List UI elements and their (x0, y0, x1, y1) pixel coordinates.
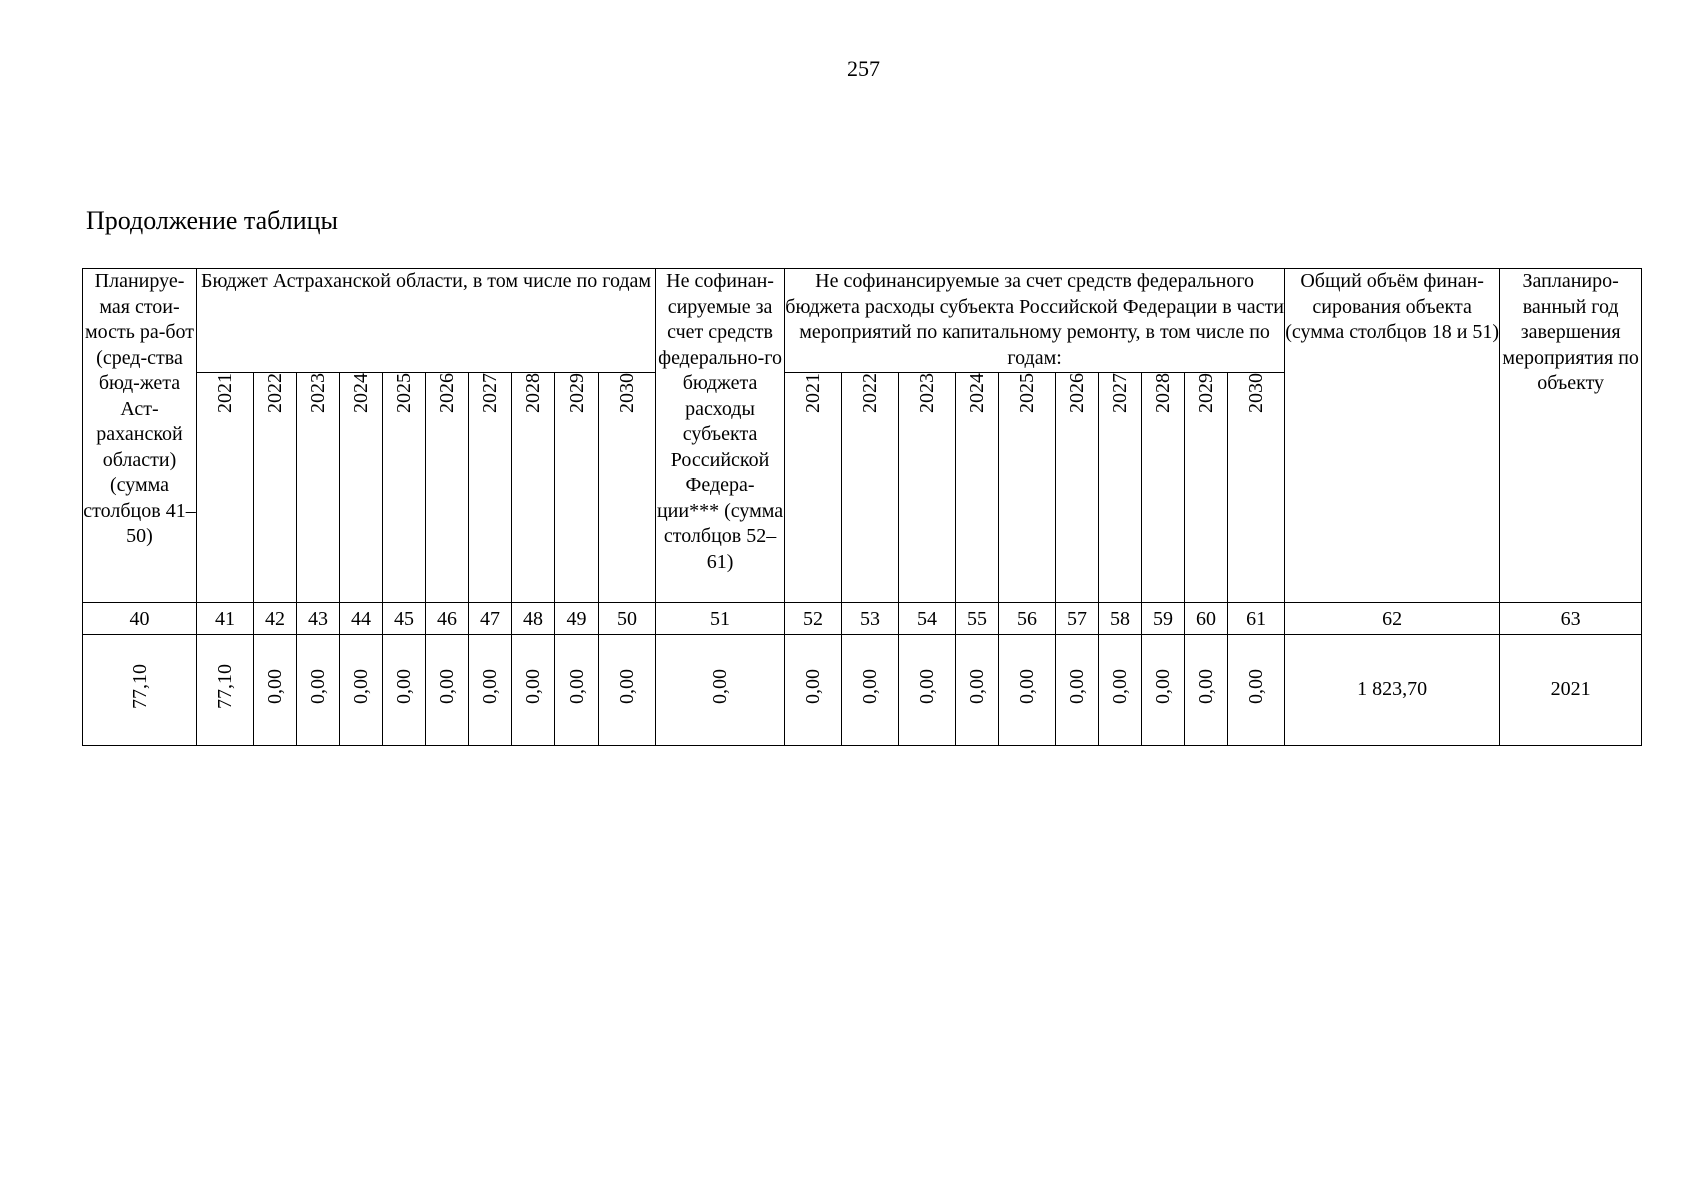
column-number: 54 (899, 603, 956, 635)
header-total-volume: Общий объём финан-сирования объекта (сумма столбцов 18 и 51) (1285, 269, 1500, 603)
column-number: 53 (842, 603, 899, 635)
header-cofinanced-year: 2029 (1185, 373, 1228, 603)
header-budget-year: 2030 (599, 373, 656, 603)
cell-value: 0,00 (599, 635, 656, 746)
header-cofinanced-year: 2025 (999, 373, 1056, 603)
cell-value: 0,00 (340, 635, 383, 746)
header-cofinanced-year: 2023 (899, 373, 956, 603)
column-number: 47 (469, 603, 512, 635)
column-number: 59 (1142, 603, 1185, 635)
header-budget-year: 2022 (254, 373, 297, 603)
column-number: 48 (512, 603, 555, 635)
table-row (83, 635, 1642, 746)
header-planned-cost: Планируе-мая стои-мость ра-бот (сред-ства бюд-жета Аст-раханской области) (сумма столбцов 41–50) (83, 269, 197, 603)
table-caption: Продолжение таблицы (86, 206, 338, 235)
cell-value: 77,10 (83, 635, 197, 746)
cell-value: 0,00 (297, 635, 340, 746)
header-cofinanced-year: 2030 (1228, 373, 1285, 603)
column-number: 42 (254, 603, 297, 635)
cell-value: 0,00 (1142, 635, 1185, 746)
cell-value: 0,00 (1228, 635, 1285, 746)
column-number: 60 (1185, 603, 1228, 635)
header-cofinanced-year: 2024 (956, 373, 999, 603)
header-cofinanced-year: 2028 (1142, 373, 1185, 603)
header-budget-year: 2024 (340, 373, 383, 603)
header-budget-year: 2028 (512, 373, 555, 603)
column-number-row (83, 603, 1642, 635)
cell-value: 0,00 (383, 635, 426, 746)
header-budget-year: 2027 (469, 373, 512, 603)
cell-value: 0,00 (656, 635, 785, 746)
financing-table (82, 268, 1642, 746)
column-number: 57 (1056, 603, 1099, 635)
cell-value: 0,00 (899, 635, 956, 746)
header-budget-year: 2023 (297, 373, 340, 603)
cell-value: 0,00 (785, 635, 842, 746)
cell-value: 0,00 (426, 635, 469, 746)
cell-value: 0,00 (1056, 635, 1099, 746)
cell-value: 77,10 (197, 635, 254, 746)
cell-value: 0,00 (512, 635, 555, 746)
header-not-cofinanced-total: Не софинан-сируемые за счет средств федерально-го бюджета расходы субъекта Российской Федера-ции*** (сумма столбцов 52–61) (656, 269, 785, 603)
column-number: 50 (599, 603, 656, 635)
column-number: 49 (555, 603, 599, 635)
column-number: 46 (426, 603, 469, 635)
column-number: 56 (999, 603, 1056, 635)
cell-planned-year: 2021 (1500, 635, 1642, 746)
column-number: 45 (383, 603, 426, 635)
header-budget-year: 2025 (383, 373, 426, 603)
page-number: 257 (847, 56, 880, 81)
cell-value: 0,00 (1185, 635, 1228, 746)
cell-total-volume: 1 823,70 (1285, 635, 1500, 746)
cell-value: 0,00 (555, 635, 599, 746)
cell-value: 0,00 (956, 635, 999, 746)
column-number: 40 (83, 603, 197, 635)
column-number: 51 (656, 603, 785, 635)
column-number: 61 (1228, 603, 1285, 635)
column-number: 52 (785, 603, 842, 635)
column-number: 44 (340, 603, 383, 635)
header-cofinanced-group: Не софинансируемые за счет средств федерального бюджета расходы субъекта Российской Федерации в части мероприятий по капитальному ремонту, в том числе по годам: (785, 269, 1285, 373)
column-number: 43 (297, 603, 340, 635)
header-budget-group: Бюджет Астраханской области, в том числе по годам (197, 269, 656, 373)
cell-value: 0,00 (469, 635, 512, 746)
cell-value: 0,00 (999, 635, 1056, 746)
header-budget-year: 2021 (197, 373, 254, 603)
header-planned-year: Запланиро-ванный год завершения мероприятия по объекту (1500, 269, 1642, 603)
header-cofinanced-year: 2022 (842, 373, 899, 603)
column-number: 58 (1099, 603, 1142, 635)
cell-value: 0,00 (254, 635, 297, 746)
header-cofinanced-year: 2021 (785, 373, 842, 603)
header-budget-year: 2029 (555, 373, 599, 603)
column-number: 62 (1285, 603, 1500, 635)
header-cofinanced-year: 2026 (1056, 373, 1099, 603)
header-budget-year: 2026 (426, 373, 469, 603)
column-number: 55 (956, 603, 999, 635)
column-number: 41 (197, 603, 254, 635)
cell-value: 0,00 (1099, 635, 1142, 746)
header-cofinanced-year: 2027 (1099, 373, 1142, 603)
cell-value: 0,00 (842, 635, 899, 746)
column-number: 63 (1500, 603, 1642, 635)
